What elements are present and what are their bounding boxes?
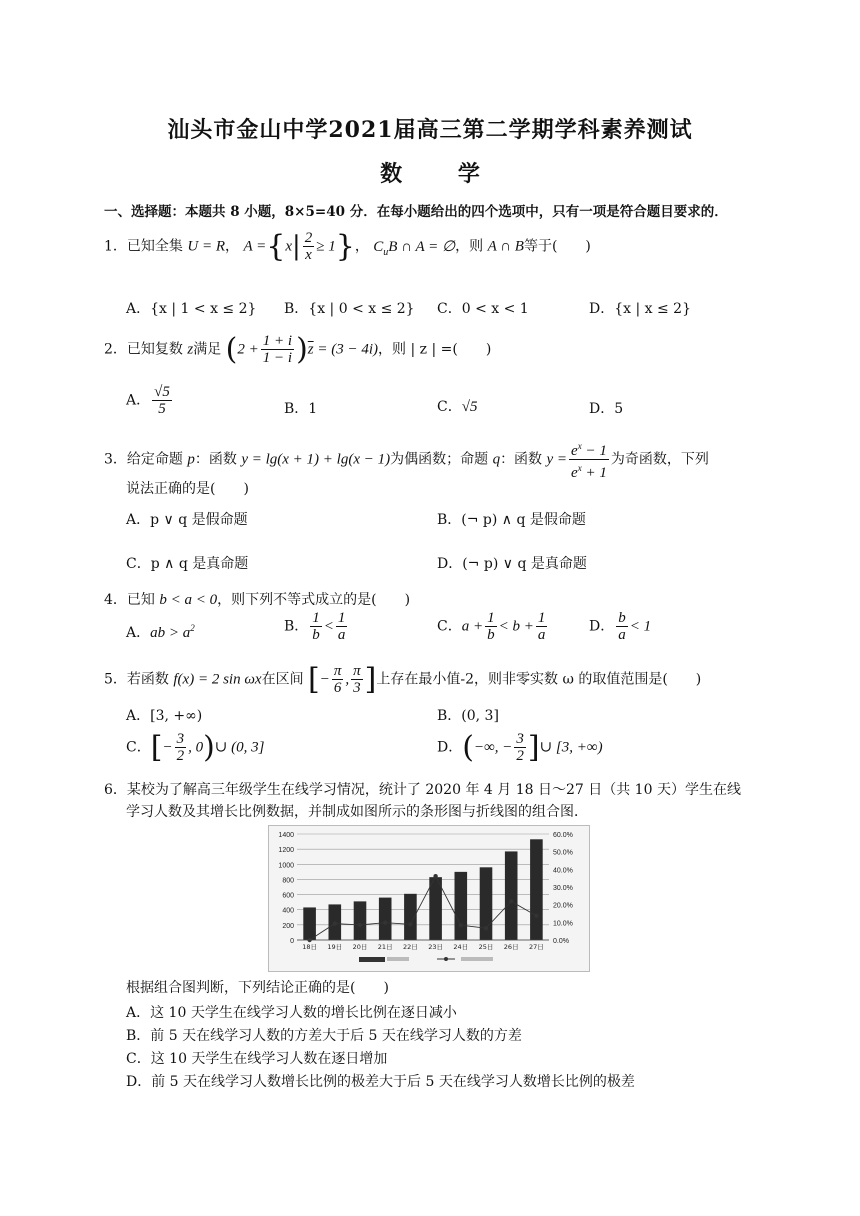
bar bbox=[455, 872, 468, 940]
y2-tick-label: 60.0% bbox=[553, 832, 573, 839]
q4-option-d: D． $\frac{b}{a}$ < 1 bbox=[589, 610, 652, 643]
q6-option-d: D．前 5 天在线学习人数增长比例的极差大于后 5 天在线学习人数增长比例的极差 bbox=[126, 1074, 635, 1090]
q4-option-c: C．a + $\frac{1}{b}$ < b + $\frac{1}{a}$ bbox=[437, 610, 546, 643]
y-tick-label: 200 bbox=[282, 922, 294, 930]
legend-line-label bbox=[461, 957, 493, 961]
line-point bbox=[358, 923, 362, 927]
q1-option-b: B．{x | 0 < x ≤ 2} bbox=[284, 301, 415, 317]
q6-question-prompt: 根据组合图判断，下列结论正确的是( ) bbox=[126, 980, 389, 996]
q2-option-c: C．√5 bbox=[437, 399, 478, 415]
q1-option-a: A．{x | 1 < x ≤ 2} bbox=[126, 301, 257, 317]
chart-svg bbox=[269, 826, 589, 971]
bar bbox=[530, 839, 543, 940]
x-tick-label: 25日 bbox=[478, 943, 494, 951]
x-tick-label: 18日 bbox=[302, 943, 317, 951]
q5-option-c: C．[− $\frac{3}{2}$ , 0)∪ (0, 3] bbox=[126, 730, 265, 765]
q6-option-a: A．这 10 天学生在线学习人数的增长比例在逐日减小 bbox=[126, 1005, 457, 1021]
q2-option-b: B．1 bbox=[284, 401, 318, 417]
subject-title: 数 学 bbox=[380, 161, 504, 187]
y-tick-label: 1200 bbox=[278, 847, 294, 855]
bar bbox=[354, 901, 367, 940]
q6-option-c: C．这 10 天学生在线学习人数在逐日增加 bbox=[126, 1051, 388, 1067]
line-point bbox=[509, 899, 513, 903]
q4-option-b: B． $\frac{1}{b}$ < $\frac{1}{a}$ bbox=[284, 610, 346, 643]
x-tick-label: 21日 bbox=[377, 943, 393, 951]
y2-tick-label: 50.0% bbox=[553, 849, 573, 857]
x-tick-label: 26日 bbox=[503, 943, 519, 951]
legend-bar-swatch bbox=[359, 957, 385, 962]
bar bbox=[429, 877, 442, 940]
bar bbox=[303, 907, 316, 940]
y-tick-label: 600 bbox=[282, 892, 294, 900]
q3-option-a: A．p ∨ q 是假命题 bbox=[126, 512, 248, 528]
legend-bar-label bbox=[387, 957, 409, 961]
line-point bbox=[433, 874, 437, 878]
q3-option-c: C．p ∧ q 是真命题 bbox=[126, 556, 249, 572]
x-tick-label: 23日 bbox=[428, 943, 443, 951]
line-point bbox=[333, 921, 337, 925]
section-heading: 一、选择题：本题共 8 小题，8×5=40 分．在每小题给出的四个选项中，只有一项是符合题目要求的． bbox=[104, 204, 728, 220]
y2-tick-label: 10.0% bbox=[553, 920, 573, 928]
q3-option-b: B．(¬ p) ∧ q 是假命题 bbox=[437, 512, 586, 528]
question-5: 5．若函数 f(x) = 2 sin ωx在区间 [− $\frac{\pi}{6}$ , $\frac{\pi}{3}$ ]上存在最小值-2，则非零实数 ω 的取值范围是( ) bbox=[104, 662, 702, 697]
bar bbox=[404, 894, 417, 940]
y2-tick-label: 40.0% bbox=[553, 867, 573, 875]
q3-line-2: 说法正确的是( ) bbox=[126, 481, 249, 497]
bar bbox=[379, 898, 392, 940]
y2-tick-label: 30.0% bbox=[553, 885, 573, 892]
q2-option-a: A． $\frac{√5}{5}$ bbox=[126, 384, 170, 417]
q1-option-c: C．0 < x < 1 bbox=[437, 301, 529, 317]
x-tick-label: 27日 bbox=[529, 943, 544, 951]
y2-tick-label: 20.0% bbox=[553, 902, 573, 910]
q6-option-b: B．前 5 天在线学习人数的方差大于后 5 天在线学习人数的方差 bbox=[126, 1028, 522, 1044]
q4-option-a: A．ab > $a^2$ bbox=[126, 623, 195, 641]
q3-option-d: D．(¬ p) ∨ q 是真命题 bbox=[437, 556, 587, 572]
growth-line bbox=[310, 876, 537, 940]
line-point bbox=[484, 926, 488, 930]
question-3: 3．给定命题 p：函数 y = lg(x + 1) + lg(x − 1)为偶函数；命题 q：函数 y = $\frac{e^x - 1}{e^x + 1}$ 为奇函数，下列 bbox=[104, 438, 709, 481]
page-title: 汕头市金山中学2021届高三第二学期学科素养测试 bbox=[167, 117, 693, 143]
line-point bbox=[459, 923, 463, 927]
y-tick-label: 1400 bbox=[278, 832, 294, 839]
question-2: 2．已知复数 z满足 (2 + $\frac{1 + i}{1 - i}$ )$\overline{z} = (3 - 4i)$，则 | z | =( ) bbox=[104, 332, 492, 367]
y-tick-label: 400 bbox=[282, 907, 294, 915]
line-point bbox=[383, 920, 387, 924]
q2-option-d: D．5 bbox=[589, 401, 624, 417]
line-point bbox=[408, 922, 412, 926]
y-tick-label: 800 bbox=[282, 877, 294, 885]
x-tick-label: 22日 bbox=[403, 943, 418, 951]
x-tick-label: 19日 bbox=[327, 943, 343, 951]
combo-chart bbox=[268, 825, 590, 972]
y-tick-label: 0 bbox=[290, 938, 294, 945]
question-1: 1．已知全集 U = R， A ={x| $\frac{2}{x}$ ≥ 1}， $C_uB$ ∩ A = ∅，则 A ∩ B等于( ) bbox=[104, 229, 591, 264]
x-tick-label: 20日 bbox=[352, 943, 368, 951]
q5-option-d: D．(−∞, − $\frac{3}{2}$ ]∪ [3, +∞) bbox=[437, 730, 603, 765]
q5-option-b: B．(0, 3] bbox=[437, 708, 499, 724]
q5-option-a: A．[3, +∞) bbox=[126, 708, 203, 724]
y2-tick-label: 0.0% bbox=[553, 938, 569, 945]
x-tick-label: 24日 bbox=[453, 943, 469, 951]
question-6: 6．某校为了解高三年级学生在线学习情况，统计了 2020 年 4 月 18 日～27 日（共 10 天）学生在线 bbox=[104, 782, 741, 798]
line-point bbox=[534, 914, 538, 918]
question-4: 4．已知 b < a < 0，则下列不等式成立的是( ) bbox=[104, 592, 411, 608]
q6-line-2: 学习人数及其增长比例数据，并制成如图所示的条形图与折线图的组合图． bbox=[126, 804, 588, 820]
y-tick-label: 1000 bbox=[278, 862, 294, 870]
bar bbox=[505, 851, 518, 940]
legend-line-marker bbox=[444, 957, 448, 961]
q1-option-d: D．{x | x ≤ 2} bbox=[589, 301, 691, 317]
